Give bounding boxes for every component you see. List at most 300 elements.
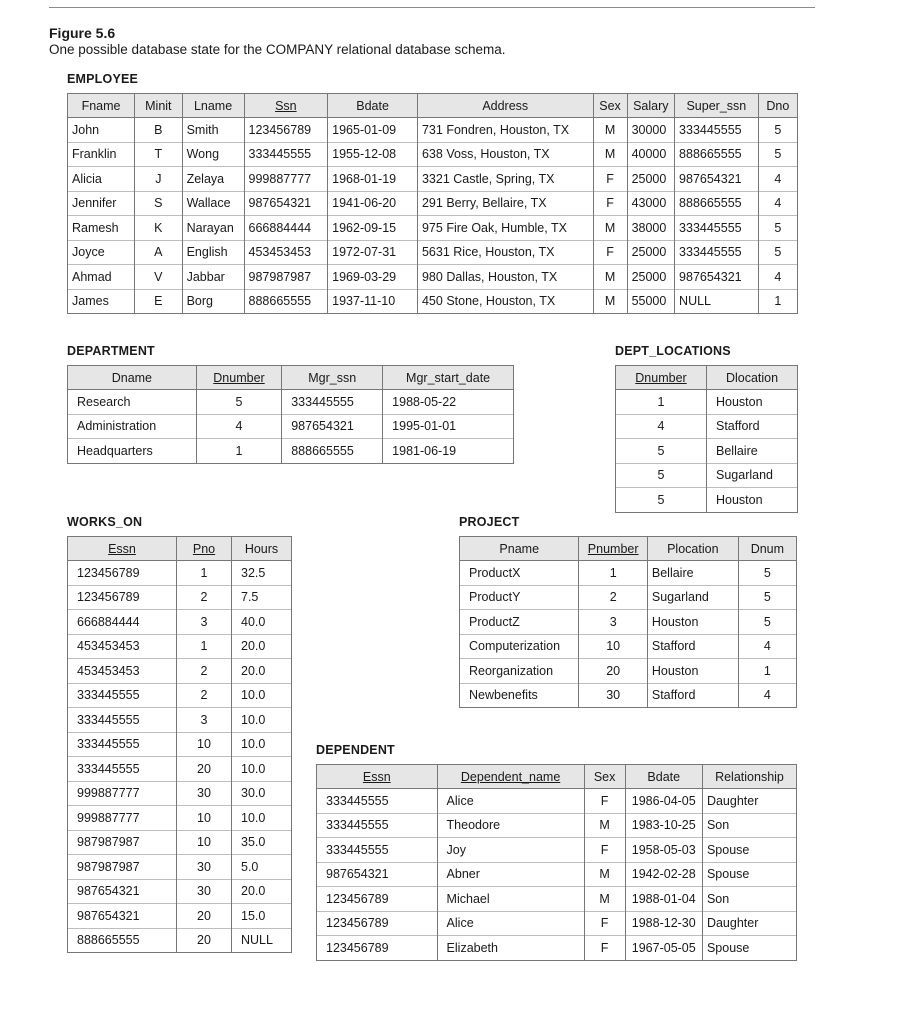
project-cell-dnum: 4: [738, 683, 796, 708]
works-on-cell-hours: 10.0: [232, 732, 292, 757]
works-on-cell-pno: 30: [177, 781, 232, 806]
project-cell-plocation: Stafford: [647, 634, 738, 659]
employee-cell-lname: Smith: [182, 118, 244, 143]
works-on-cell-pno: 10: [177, 732, 232, 757]
dependent-cell-bdate: 1942-02-28: [625, 862, 702, 887]
dept-locations-table-row: [616, 488, 798, 513]
works-on-cell-pno: 30: [177, 879, 232, 904]
dependent-cell-relationship: Daughter: [702, 911, 796, 936]
project-column-header: [579, 537, 647, 561]
employee-cell-dno: 5: [758, 118, 797, 143]
dependent-column-header: [437, 765, 584, 789]
project-table-row: [460, 683, 797, 708]
dept-locations-cell-dlocation: Houston: [707, 488, 798, 513]
employee-table-row: [68, 265, 798, 290]
department-cell-dnumber: 1: [196, 439, 281, 464]
works-on-cell-essn: 987654321: [68, 879, 177, 904]
employee-cell-fname: Alicia: [68, 167, 135, 192]
employee-column-header: [758, 94, 797, 118]
works-on-table-title: WORKS_ON: [67, 515, 143, 529]
works-on-cell-essn: 333445555: [68, 732, 177, 757]
employee-cell-lname: Narayan: [182, 216, 244, 241]
employee-cell-lname: Wallace: [182, 191, 244, 216]
department-cell-dname: Administration: [68, 414, 197, 439]
works-on-table-row: [68, 683, 292, 708]
dependent-cell-bdate: 1958-05-03: [625, 838, 702, 863]
employee-cell-ssn: 987987987: [244, 265, 328, 290]
works-on-table-row: [68, 610, 292, 635]
works-on-cell-essn: 333445555: [68, 708, 177, 733]
employee-column-header: [417, 94, 593, 118]
project-column-label: Pname: [499, 541, 540, 556]
works-on-cell-essn: 333445555: [68, 683, 177, 708]
department-cell-dname: Headquarters: [68, 439, 197, 464]
works-on-cell-pno: 10: [177, 806, 232, 831]
works-on-cell-pno: 2: [177, 683, 232, 708]
employee-cell-super-ssn: 333445555: [675, 118, 759, 143]
employee-cell-super-ssn: 987654321: [675, 265, 759, 290]
employee-cell-sex: M: [593, 289, 627, 314]
works-on-cell-pno: 3: [177, 610, 232, 635]
employee-cell-sex: F: [593, 191, 627, 216]
employee-cell-bdate: 1965-01-09: [328, 118, 418, 143]
project-column-header: [738, 537, 796, 561]
employee-cell-dno: 4: [758, 191, 797, 216]
employee-cell-salary: 25000: [627, 240, 674, 265]
employee-column-label: Fname: [81, 98, 121, 113]
dept-locations-cell-dlocation: Bellaire: [707, 439, 798, 464]
employee-table-row: [68, 142, 798, 167]
project-table-row: [460, 610, 797, 635]
dependent-cell-dependent-name: Theodore: [437, 813, 584, 838]
department-table-row: [68, 414, 514, 439]
project-cell-plocation: Stafford: [647, 683, 738, 708]
project-cell-pname: ProductX: [460, 561, 579, 586]
employee-column-header: [182, 94, 244, 118]
works-on-cell-essn: 999887777: [68, 806, 177, 831]
dependent-column-label: Essn: [362, 769, 391, 784]
employee-cell-salary: 38000: [627, 216, 674, 241]
employee-cell-bdate: 1969-03-29: [328, 265, 418, 290]
employee-cell-address: 975 Fire Oak, Humble, TX: [417, 216, 593, 241]
dept-locations-table-row: [616, 414, 798, 439]
employee-cell-salary: 40000: [627, 142, 674, 167]
employee-column-header: [328, 94, 418, 118]
department-column-header: [383, 366, 514, 390]
project-cell-pname: Newbenefits: [460, 683, 579, 708]
project-cell-dnum: 4: [738, 634, 796, 659]
project-table-title: PROJECT: [459, 515, 520, 529]
project-cell-pnumber: 10: [579, 634, 647, 659]
works-on-cell-pno: 2: [177, 659, 232, 684]
employee-cell-super-ssn: 987654321: [675, 167, 759, 192]
dependent-cell-dependent-name: Elizabeth: [437, 936, 584, 961]
project-column-header: [460, 537, 579, 561]
dependent-cell-bdate: 1988-12-30: [625, 911, 702, 936]
dependent-table-row: [317, 862, 797, 887]
employee-cell-minit: K: [135, 216, 182, 241]
employee-cell-address: 5631 Rice, Houston, TX: [417, 240, 593, 265]
employee-column-label: Bdate: [356, 98, 389, 113]
works-on-cell-hours: 30.0: [232, 781, 292, 806]
employee-column-header: [135, 94, 182, 118]
works-on-table-row: [68, 855, 292, 880]
dependent-column-label: Relationship: [715, 769, 784, 784]
project-table-row: [460, 634, 797, 659]
employee-cell-lname: Borg: [182, 289, 244, 314]
works-on-table-row: [68, 585, 292, 610]
project-cell-plocation: Houston: [647, 610, 738, 635]
dependent-cell-essn: 123456789: [317, 887, 438, 912]
dept-locations-cell-dlocation: Sugarland: [707, 463, 798, 488]
dept-locations-table-title: DEPT_LOCATIONS: [615, 344, 731, 358]
employee-column-label: Sex: [599, 98, 621, 113]
works-on-table-row: [68, 561, 292, 586]
employee-cell-bdate: 1955-12-08: [328, 142, 418, 167]
works-on-cell-hours: 15.0: [232, 904, 292, 929]
works-on-table-row: [68, 806, 292, 831]
works-on-cell-pno: 10: [177, 830, 232, 855]
dependent-table-title: DEPENDENT: [316, 743, 395, 757]
works-on-table-row: [68, 757, 292, 782]
employee-cell-ssn: 987654321: [244, 191, 328, 216]
dependent-cell-sex: F: [584, 789, 625, 814]
project-table-row: [460, 561, 797, 586]
works-on-column-label: Essn: [108, 541, 136, 556]
project-table-row: [460, 585, 797, 610]
department-cell-dname: Research: [68, 390, 197, 415]
works-on-table-row: [68, 708, 292, 733]
employee-cell-minit: B: [135, 118, 182, 143]
project-cell-dnum: 5: [738, 585, 796, 610]
dependent-column-header: [702, 765, 796, 789]
employee-cell-address: 638 Voss, Houston, TX: [417, 142, 593, 167]
dependent-cell-sex: F: [584, 838, 625, 863]
project-column-header: [647, 537, 738, 561]
dept-locations-cell-dlocation: Stafford: [707, 414, 798, 439]
employee-cell-minit: A: [135, 240, 182, 265]
employee-cell-salary: 55000: [627, 289, 674, 314]
dependent-cell-dependent-name: Michael: [437, 887, 584, 912]
works-on-table-row: [68, 879, 292, 904]
employee-column-label: Salary: [633, 98, 669, 113]
dept-locations-table-row: [616, 390, 798, 415]
dept-locations-column-label: Dnumber: [635, 370, 687, 385]
employee-table-row: [68, 240, 798, 265]
dependent-table-row: [317, 789, 797, 814]
works-on-cell-hours: 10.0: [232, 708, 292, 733]
employee-cell-dno: 5: [758, 216, 797, 241]
works-on-cell-essn: 333445555: [68, 757, 177, 782]
department-cell-mgr-ssn: 987654321: [282, 414, 383, 439]
employee-cell-minit: V: [135, 265, 182, 290]
works-on-column-label: Pno: [192, 541, 216, 556]
works-on-cell-hours: 7.5: [232, 585, 292, 610]
dept-locations-header-row: [616, 366, 798, 390]
employee-cell-ssn: 888665555: [244, 289, 328, 314]
works-on-cell-pno: 1: [177, 561, 232, 586]
department-cell-dnumber: 4: [196, 414, 281, 439]
employee-column-header: [68, 94, 135, 118]
project-cell-pnumber: 20: [579, 659, 647, 684]
dept-locations-table-row: [616, 463, 798, 488]
dept-locations-column-header: [616, 366, 707, 390]
dependent-cell-essn: 123456789: [317, 911, 438, 936]
works-on-table-row: [68, 781, 292, 806]
dependent-cell-bdate: 1986-04-05: [625, 789, 702, 814]
department-table-title: DEPARTMENT: [67, 344, 155, 358]
works-on-table-row: [68, 904, 292, 929]
department-cell-mgr-start-date: 1981-06-19: [383, 439, 514, 464]
employee-cell-address: 980 Dallas, Houston, TX: [417, 265, 593, 290]
dept-locations-cell-dlocation: Houston: [707, 390, 798, 415]
department-column-label: Mgr_ssn: [308, 370, 357, 385]
dept-locations-column-label: Dlocation: [725, 370, 779, 385]
project-cell-plocation: Sugarland: [647, 585, 738, 610]
employee-table-row: [68, 191, 798, 216]
project-cell-dnum: 5: [738, 561, 796, 586]
employee-cell-address: 450 Stone, Houston, TX: [417, 289, 593, 314]
employee-column-header: [627, 94, 674, 118]
department-column-label: Mgr_start_date: [406, 370, 491, 385]
dependent-column-label: Sex: [593, 769, 616, 784]
department-cell-dnumber: 5: [196, 390, 281, 415]
employee-cell-address: 731 Fondren, Houston, TX: [417, 118, 593, 143]
project-column-label: Dnum: [750, 541, 785, 556]
top-rule: [49, 7, 815, 8]
dependent-cell-sex: F: [584, 911, 625, 936]
dependent-cell-dependent-name: Alice: [437, 911, 584, 936]
employee-cell-sex: M: [593, 216, 627, 241]
works-on-cell-pno: 3: [177, 708, 232, 733]
employee-cell-sex: M: [593, 265, 627, 290]
employee-cell-fname: Jennifer: [68, 191, 135, 216]
department-cell-mgr-ssn: 888665555: [282, 439, 383, 464]
department-table: [67, 365, 514, 464]
employee-cell-bdate: 1972-07-31: [328, 240, 418, 265]
works-on-cell-pno: 20: [177, 757, 232, 782]
employee-cell-ssn: 333445555: [244, 142, 328, 167]
dept-locations-cell-dnumber: 1: [616, 390, 707, 415]
dependent-column-header: [625, 765, 702, 789]
works-on-cell-hours: 20.0: [232, 659, 292, 684]
department-table-row: [68, 390, 514, 415]
employee-cell-ssn: 453453453: [244, 240, 328, 265]
employee-cell-salary: 25000: [627, 167, 674, 192]
department-column-label: Dname: [111, 370, 153, 385]
employee-cell-bdate: 1941-06-20: [328, 191, 418, 216]
employee-column-label: Ssn: [275, 98, 297, 113]
employee-cell-minit: T: [135, 142, 182, 167]
employee-table-row: [68, 289, 798, 314]
works-on-cell-hours: 10.0: [232, 683, 292, 708]
works-on-header-row: [68, 537, 292, 561]
project-cell-pnumber: 1: [579, 561, 647, 586]
works-on-cell-essn: 453453453: [68, 634, 177, 659]
employee-cell-salary: 30000: [627, 118, 674, 143]
dependent-cell-relationship: Spouse: [702, 838, 796, 863]
works-on-cell-hours: 20.0: [232, 634, 292, 659]
employee-cell-dno: 4: [758, 265, 797, 290]
employee-cell-ssn: 123456789: [244, 118, 328, 143]
department-header-row: [68, 366, 514, 390]
employee-column-header: [244, 94, 328, 118]
dependent-cell-essn: 987654321: [317, 862, 438, 887]
employee-table-title: EMPLOYEE: [67, 72, 139, 86]
employee-cell-sex: M: [593, 118, 627, 143]
dept-locations-cell-dnumber: 5: [616, 439, 707, 464]
department-table-row: [68, 439, 514, 464]
employee-cell-lname: Wong: [182, 142, 244, 167]
works-on-cell-essn: 888665555: [68, 928, 177, 953]
employee-cell-minit: S: [135, 191, 182, 216]
works-on-cell-hours: 40.0: [232, 610, 292, 635]
employee-cell-bdate: 1968-01-19: [328, 167, 418, 192]
employee-column-label: Minit: [145, 98, 172, 113]
dependent-cell-essn: 333445555: [317, 789, 438, 814]
dependent-cell-bdate: 1988-01-04: [625, 887, 702, 912]
project-column-label: Plocation: [667, 541, 719, 556]
dept-locations-table-row: [616, 439, 798, 464]
employee-column-label: Address: [482, 98, 529, 113]
employee-cell-super-ssn: 333445555: [675, 216, 759, 241]
project-cell-pnumber: 30: [579, 683, 647, 708]
employee-cell-bdate: 1962-09-15: [328, 216, 418, 241]
employee-cell-address: 3321 Castle, Spring, TX: [417, 167, 593, 192]
employee-table: [67, 93, 798, 314]
works-on-table-row: [68, 830, 292, 855]
project-cell-plocation: Bellaire: [647, 561, 738, 586]
employee-cell-ssn: 999887777: [244, 167, 328, 192]
dependent-cell-sex: M: [584, 862, 625, 887]
works-on-cell-essn: 999887777: [68, 781, 177, 806]
dependent-column-label: Dependent_name: [460, 769, 561, 784]
dependent-cell-sex: M: [584, 813, 625, 838]
employee-cell-ssn: 666884444: [244, 216, 328, 241]
dependent-cell-sex: M: [584, 887, 625, 912]
dependent-cell-dependent-name: Joy: [437, 838, 584, 863]
works-on-cell-hours: 32.5: [232, 561, 292, 586]
dependent-cell-essn: 333445555: [317, 838, 438, 863]
employee-cell-fname: Ahmad: [68, 265, 135, 290]
project-cell-dnum: 1: [738, 659, 796, 684]
dependent-cell-dependent-name: Abner: [437, 862, 584, 887]
dependent-column-label: Bdate: [647, 769, 681, 784]
dependent-cell-essn: 333445555: [317, 813, 438, 838]
works-on-cell-hours: 5.0: [232, 855, 292, 880]
works-on-cell-pno: 20: [177, 904, 232, 929]
project-cell-pname: Reorganization: [460, 659, 579, 684]
employee-cell-sex: F: [593, 240, 627, 265]
project-column-label: Pnumber: [587, 541, 639, 556]
project-cell-plocation: Houston: [647, 659, 738, 684]
employee-cell-dno: 5: [758, 142, 797, 167]
works-on-cell-hours: 35.0: [232, 830, 292, 855]
employee-column-label: Super_ssn: [686, 98, 747, 113]
employee-cell-fname: John: [68, 118, 135, 143]
works-on-cell-pno: 20: [177, 928, 232, 953]
employee-cell-fname: Franklin: [68, 142, 135, 167]
employee-cell-super-ssn: 333445555: [675, 240, 759, 265]
dependent-table-row: [317, 911, 797, 936]
employee-column-header: [593, 94, 627, 118]
employee-cell-fname: Ramesh: [68, 216, 135, 241]
dependent-cell-relationship: Son: [702, 813, 796, 838]
employee-table-row: [68, 167, 798, 192]
employee-cell-super-ssn: 888665555: [675, 191, 759, 216]
project-cell-dnum: 5: [738, 610, 796, 635]
works-on-cell-essn: 987987987: [68, 830, 177, 855]
employee-table-row: [68, 216, 798, 241]
employee-cell-sex: M: [593, 142, 627, 167]
project-cell-pname: Computerization: [460, 634, 579, 659]
dependent-cell-bdate: 1967-05-05: [625, 936, 702, 961]
employee-cell-fname: Joyce: [68, 240, 135, 265]
dependent-table-row: [317, 936, 797, 961]
dependent-cell-sex: F: [584, 936, 625, 961]
works-on-cell-essn: 666884444: [68, 610, 177, 635]
project-cell-pnumber: 2: [579, 585, 647, 610]
department-cell-mgr-start-date: 1988-05-22: [383, 390, 514, 415]
dept-locations-table: [615, 365, 798, 513]
dependent-table-row: [317, 887, 797, 912]
works-on-column-header: [68, 537, 177, 561]
dependent-column-header: [584, 765, 625, 789]
works-on-cell-hours: NULL: [232, 928, 292, 953]
employee-cell-lname: Zelaya: [182, 167, 244, 192]
project-header-row: [460, 537, 797, 561]
works-on-table-row: [68, 659, 292, 684]
dependent-column-header: [317, 765, 438, 789]
dependent-table: [316, 764, 797, 961]
works-on-cell-hours: 10.0: [232, 806, 292, 831]
department-column-header: [68, 366, 197, 390]
employee-table-row: [68, 118, 798, 143]
employee-cell-super-ssn: 888665555: [675, 142, 759, 167]
works-on-table-row: [68, 928, 292, 953]
figure-caption: One possible database state for the COMPANY relational database schema.: [49, 42, 506, 57]
department-cell-mgr-start-date: 1995-01-01: [383, 414, 514, 439]
dependent-header-row: [317, 765, 797, 789]
works-on-cell-pno: 1: [177, 634, 232, 659]
department-cell-mgr-ssn: 333445555: [282, 390, 383, 415]
works-on-cell-essn: 123456789: [68, 561, 177, 586]
department-column-header: [196, 366, 281, 390]
works-on-table-row: [68, 732, 292, 757]
project-cell-pnumber: 3: [579, 610, 647, 635]
employee-column-label: Lname: [193, 98, 233, 113]
employee-cell-minit: J: [135, 167, 182, 192]
dependent-table-row: [317, 838, 797, 863]
employee-cell-lname: English: [182, 240, 244, 265]
dependent-cell-relationship: Daughter: [702, 789, 796, 814]
project-cell-pname: ProductY: [460, 585, 579, 610]
employee-cell-sex: F: [593, 167, 627, 192]
employee-header-row: [68, 94, 798, 118]
employee-cell-dno: 1: [758, 289, 797, 314]
dependent-cell-bdate: 1983-10-25: [625, 813, 702, 838]
dept-locations-cell-dnumber: 4: [616, 414, 707, 439]
works-on-table: [67, 536, 292, 953]
dependent-cell-relationship: Son: [702, 887, 796, 912]
works-on-table-row: [68, 634, 292, 659]
works-on-cell-essn: 987987987: [68, 855, 177, 880]
employee-column-header: [675, 94, 759, 118]
figure-title: Figure 5.6: [49, 25, 116, 41]
employee-cell-bdate: 1937-11-10: [328, 289, 418, 314]
project-cell-pname: ProductZ: [460, 610, 579, 635]
dept-locations-column-header: [707, 366, 798, 390]
